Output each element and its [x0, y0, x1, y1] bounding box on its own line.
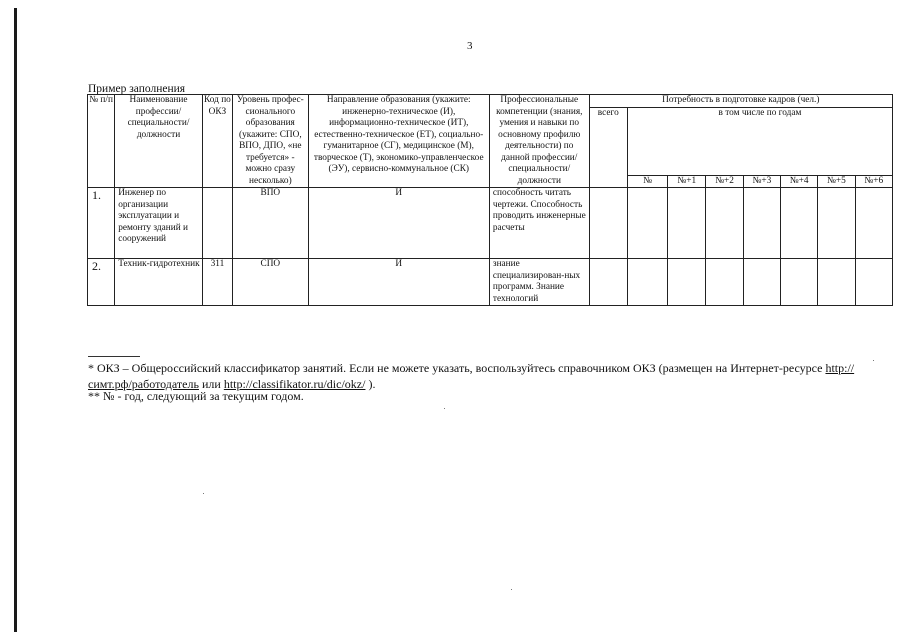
footnote-okz-text: * ОКЗ – Общероссийский классификатор занятий. Если не можете указать, воспользуйтесь справочником ОКЗ (размещен на Интернет-ресурсе	[88, 361, 823, 375]
footnote-separator	[88, 356, 140, 357]
row-year-cell	[855, 259, 893, 306]
row-profession: Техник-гидротехник	[115, 259, 203, 306]
row-education-direction: И	[308, 188, 489, 259]
scan-speck	[511, 589, 512, 590]
row-year-cell	[855, 188, 893, 259]
footnote-okz-or: или	[201, 377, 221, 391]
row-education-direction: И	[308, 259, 489, 306]
row-year-cell	[668, 188, 706, 259]
header-competencies: Профессиональные компетенции (знания, умения и навыки по основному профилю деятельности) по данной профессии/ специальности/ должности	[489, 95, 589, 188]
row-total	[589, 259, 627, 306]
footnote-okz-end: ).	[368, 377, 376, 391]
row-year-cell	[627, 259, 667, 306]
scan-speck	[444, 408, 445, 409]
table-row	[88, 259, 893, 306]
header-profession: Наименование профессии/ специальности/ должности	[115, 95, 203, 188]
staffing-needs-table	[87, 94, 893, 306]
row-competencies: знание специализирован-ных программ. Знание технологий	[489, 259, 589, 306]
scan-left-edge	[14, 8, 17, 632]
row-year-cell	[668, 259, 706, 306]
header-year-n5: №+5	[818, 175, 855, 188]
row-year-cell	[780, 188, 817, 259]
header-training-need: Потребность в подготовке кадров (чел.)	[589, 95, 892, 108]
row-year-cell	[627, 188, 667, 259]
footnote-year: ** № - год, следующий за текущим годом.	[88, 389, 304, 403]
example-caption: Пример заполнения	[88, 83, 186, 95]
row-okz-code: 311	[202, 259, 232, 306]
row-year-cell	[818, 259, 855, 306]
link-simt[interactable]: http://симт.рф/работодатель	[88, 361, 855, 391]
header-year-n: №	[627, 175, 667, 188]
header-education-level: Уровень профес-сионального образования (укажите: СПО, ВПО, ДПО, «не требуется» - можно сразу несколько)	[233, 95, 309, 188]
row-year-cell	[706, 188, 743, 259]
header-year-n6: №+6	[855, 175, 893, 188]
row-competencies: способность читать чертежи. Способность проводить инженерные расчеты	[489, 188, 589, 259]
header-education-direction: Направление образования (укажите: инженерно-техническое (И), информационно-техническое (ИТ), естественно-техническое (ЕТ), социально-гуманитарное (СГ), медицинское (М), творческое (Т), экономико-управленческое (ЭУ), сервисно-коммунальное (СК)	[308, 95, 489, 188]
row-year-cell	[780, 259, 817, 306]
header-okz-code: Код по ОКЗ	[202, 95, 232, 188]
header-total: всего	[589, 107, 627, 188]
row-year-cell	[743, 188, 780, 259]
row-education-level: СПО	[233, 259, 309, 306]
row-year-cell	[706, 259, 743, 306]
row-num: 1.	[88, 188, 115, 259]
row-year-cell	[818, 188, 855, 259]
header-year-n2: №+2	[706, 175, 743, 188]
header-year-n4: №+4	[780, 175, 817, 188]
row-year-cell	[743, 259, 780, 306]
header-by-years: в том числе по годам	[627, 107, 892, 175]
scan-speck	[203, 493, 204, 494]
row-profession: Инженер по организации эксплуатации и ремонту зданий и сооружений	[115, 188, 203, 259]
page-number: 3	[467, 40, 473, 52]
header-year-n1: №+1	[668, 175, 706, 188]
header-num: № п/п	[88, 95, 115, 188]
row-num: 2.	[88, 259, 115, 306]
row-total	[589, 188, 627, 259]
header-year-n3: №+3	[743, 175, 780, 188]
header-row-1	[88, 95, 893, 108]
link-classifikator[interactable]: http://classifikator.ru/dic/okz/	[223, 377, 366, 391]
scan-speck	[873, 360, 874, 361]
table-row	[88, 188, 893, 259]
row-education-level: ВПО	[233, 188, 309, 259]
row-okz-code	[202, 188, 232, 259]
